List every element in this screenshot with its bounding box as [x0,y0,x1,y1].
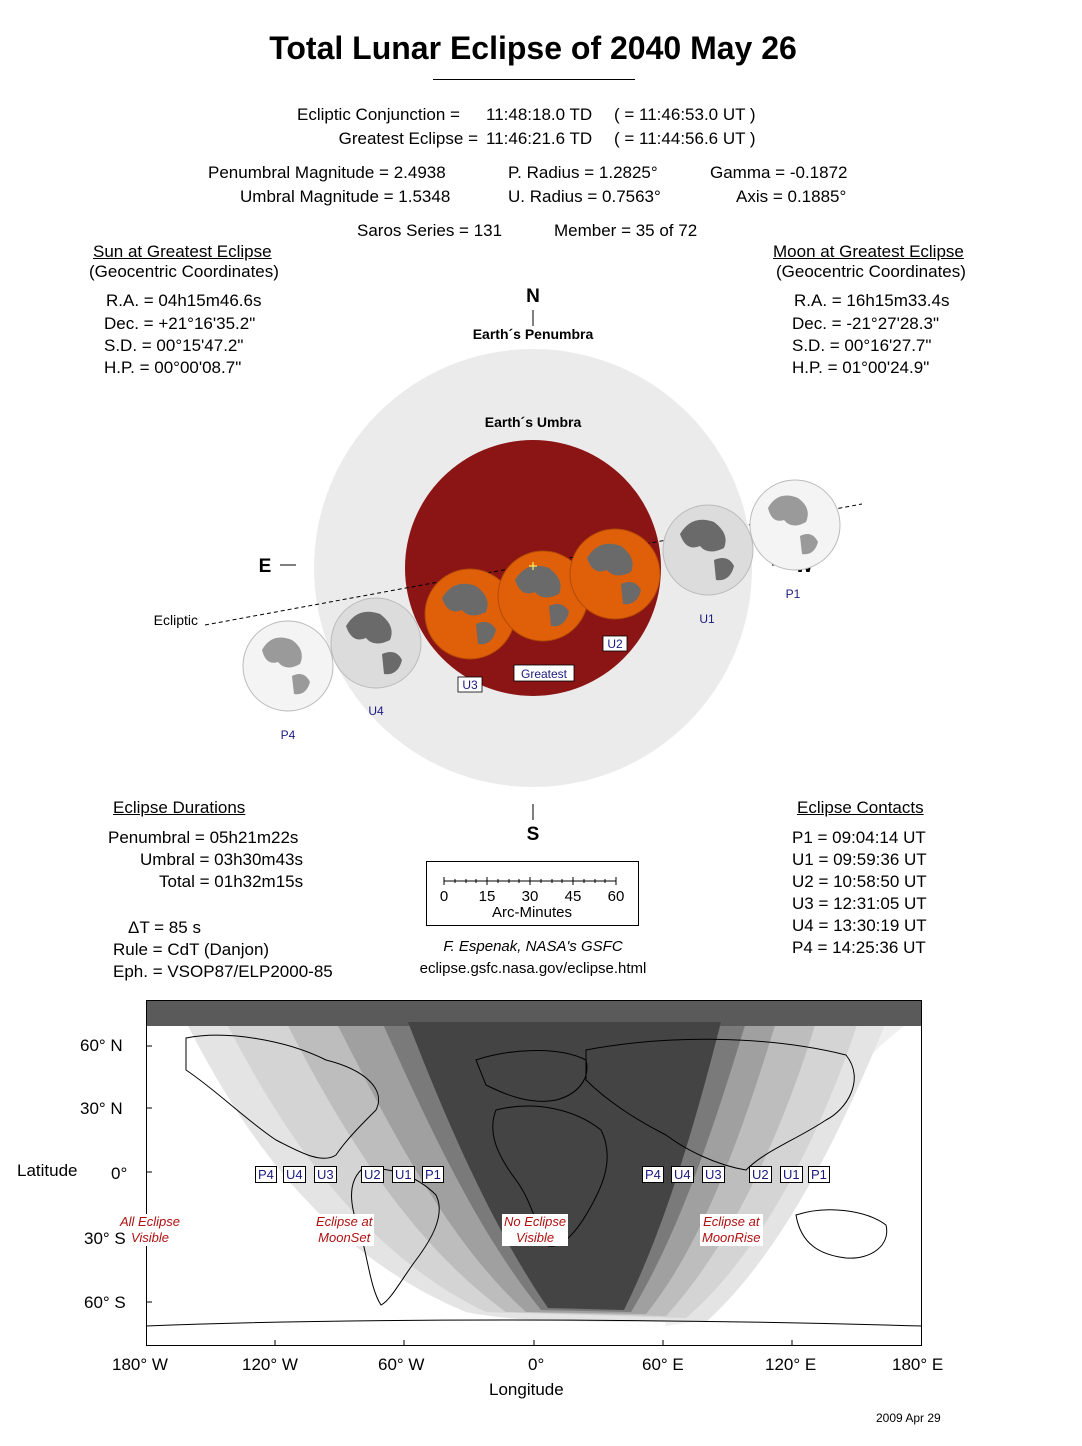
sun-heading: Sun at Greatest Eclipse [93,242,272,261]
arc-minute-scale [426,861,640,927]
ephemeris: Eph. = VSOP87/ELP2000-85 [113,962,333,981]
diagram-label-u2: U2 [607,637,623,651]
contact-u4: U4 = 13:30:19 UT [792,916,927,935]
greatest-label: Greatest [520,667,568,681]
note-set-line2: MoonSet [318,1230,371,1245]
contact-p1: P1 = 09:04:14 UT [792,828,926,847]
sun-dec: Dec. = +21°16'35.2" [104,314,256,333]
map-west-u4: U4 [283,1166,306,1183]
note-none-line2: Visible [516,1230,555,1245]
scale-tick-15: 15 [478,888,496,905]
moon-sd: S.D. = 00°16'27.7" [792,336,932,355]
note-rise-line1: Eclipse at [703,1214,760,1229]
lon-label-0: 0° [528,1355,545,1374]
note-none-line1: No Eclipse [504,1214,567,1229]
longitude-axis-title: Longitude [489,1380,564,1399]
north-marker: N [526,286,540,307]
moon-p4 [243,621,333,711]
contact-p4: P4 = 14:25:36 UT [792,938,926,957]
map-east-p1: P1 [808,1166,830,1183]
map-west-u3: U3 [314,1166,337,1183]
greatest-label: Greatest Eclipse = [338,129,478,148]
moon-u1 [663,505,753,595]
contacts-heading: Eclipse Contacts [797,798,924,817]
sun-subheading: (Geocentric Coordinates) [89,262,279,281]
penumbral-magnitude: Penumbral Magnitude = 2.4938 [208,163,446,182]
diagram-label-u4: U4 [368,704,384,718]
delta-t: ΔT = 85 s [128,918,201,937]
scale-tick-45: 45 [564,888,582,905]
moon-u2 [570,529,660,619]
credit-author: F. Espenak, NASA's GSFC [443,938,623,955]
u-radius: U. Radius = 0.7563° [508,187,661,206]
scale-unit-label: Arc-Minutes [491,904,573,921]
saros-series: Saros Series = 131 [357,221,503,240]
map-west-u1: U1 [392,1166,415,1183]
conjunction-td: 11:48:18.0 TD [486,105,593,124]
conjunction-label: Ecliptic Conjunction = [296,105,460,124]
map-east-u3: U3 [702,1166,725,1183]
axis: Axis = 0.1885° [736,187,847,206]
lon-label-120e: 120° E [765,1355,817,1374]
umbral-magnitude: Umbral Magnitude = 1.5348 [240,187,451,206]
note-all-line2: Visible [130,1230,170,1245]
note-all-eclipse-visible [118,1214,182,1246]
moon-subheading: (Geocentric Coordinates) [776,262,966,281]
scale-tick-30: 30 [521,888,539,905]
gamma: Gamma = -0.1872 [710,163,848,182]
lat-label-60n: 60° N [80,1036,123,1055]
map-east-u2: U2 [749,1166,772,1183]
sun-sd: S.D. = 00°15'47.2" [104,336,244,355]
title-underline [433,79,635,80]
moon-dec: Dec. = -21°27'28.3" [792,314,939,333]
note-rise-line2: MoonRise [702,1230,761,1245]
credit-url: eclipse.gsfc.nasa.gov/eclipse.html [419,960,647,977]
map-west-u2: U2 [361,1166,384,1183]
lon-label-180e: 180° E [892,1355,944,1374]
moon-hp: H.P. = 01°00'24.9" [792,358,930,377]
lat-label-60s: 60° S [84,1293,126,1312]
date-stamp: 2009 Apr 29 [876,1411,941,1425]
penumbra-label: Earth´s Penumbra [472,326,594,342]
durations-heading: Eclipse Durations [113,798,246,817]
contact-u1: U1 = 09:59:36 UT [792,850,927,869]
lat-label-0: 0° [111,1164,128,1183]
south-marker: S [526,824,540,845]
map-west-p4: P4 [255,1166,277,1183]
sun-hp: H.P. = 00°00'08.7" [104,358,242,377]
duration-total: Total = 01h32m15s [159,872,304,891]
conjunction-ut: ( = 11:46:53.0 UT ) [614,105,756,124]
lon-label-60e: 60° E [642,1355,684,1374]
contact-u2: U2 = 10:58:50 UT [792,872,927,891]
greatest-ut: ( = 11:44:56.6 UT ) [614,129,756,148]
map-west-p1: P1 [422,1166,444,1183]
lat-label-30n: 30° N [80,1099,123,1118]
diagram-label-p4: P4 [280,728,296,742]
page-title: Total Lunar Eclipse of 2040 May 26 [269,30,797,66]
note-eclipse-at-moonset [314,1214,374,1246]
scale-tick-60: 60 [607,888,625,905]
east-marker: E [258,556,272,577]
greatest-td: 11:46:21.6 TD [486,129,593,148]
saros-member: Member = 35 of 72 [554,221,698,240]
lon-label-180w: 180° W [112,1355,168,1374]
map-east-u1: U1 [780,1166,803,1183]
moon-u4 [331,598,421,688]
map-east-p4: P4 [642,1166,664,1183]
lat-label-30s: 30° S [84,1229,126,1248]
duration-umbral: Umbral = 03h30m43s [140,850,304,869]
scale-tick-0: 0 [439,888,449,905]
diagram-label-p1: P1 [785,587,801,601]
duration-penumbral: Penumbral = 05h21m22s [108,828,299,847]
note-no-eclipse-visible [502,1214,568,1246]
diagram-label-u1: U1 [699,612,715,626]
lon-label-60w: 60° W [378,1355,425,1374]
umbra-label: Earth´s Umbra [484,414,582,430]
eclipse-geometry-diagram [0,280,1082,860]
diagram-label-u3: U3 [462,678,478,692]
moon-p1 [750,480,840,570]
moon-heading: Moon at Greatest Eclipse [773,242,964,261]
contact-u3: U3 = 12:31:05 UT [792,894,927,913]
map-east-u4: U4 [671,1166,694,1183]
note-all-line1: All Eclipse [120,1214,180,1229]
sun-ra: R.A. = 04h15m46.6s [106,291,262,310]
lon-label-120w: 120° W [242,1355,298,1374]
moon-ra: R.A. = 16h15m33.4s [794,291,950,310]
ecliptic-label: Ecliptic [153,612,198,628]
p-radius: P. Radius = 1.2825° [508,163,658,182]
note-set-line1: Eclipse at [316,1214,373,1229]
latitude-axis-title: Latitude [17,1161,78,1180]
danjon-rule: Rule = CdT (Danjon) [113,940,270,959]
note-eclipse-at-moonrise [700,1214,763,1246]
